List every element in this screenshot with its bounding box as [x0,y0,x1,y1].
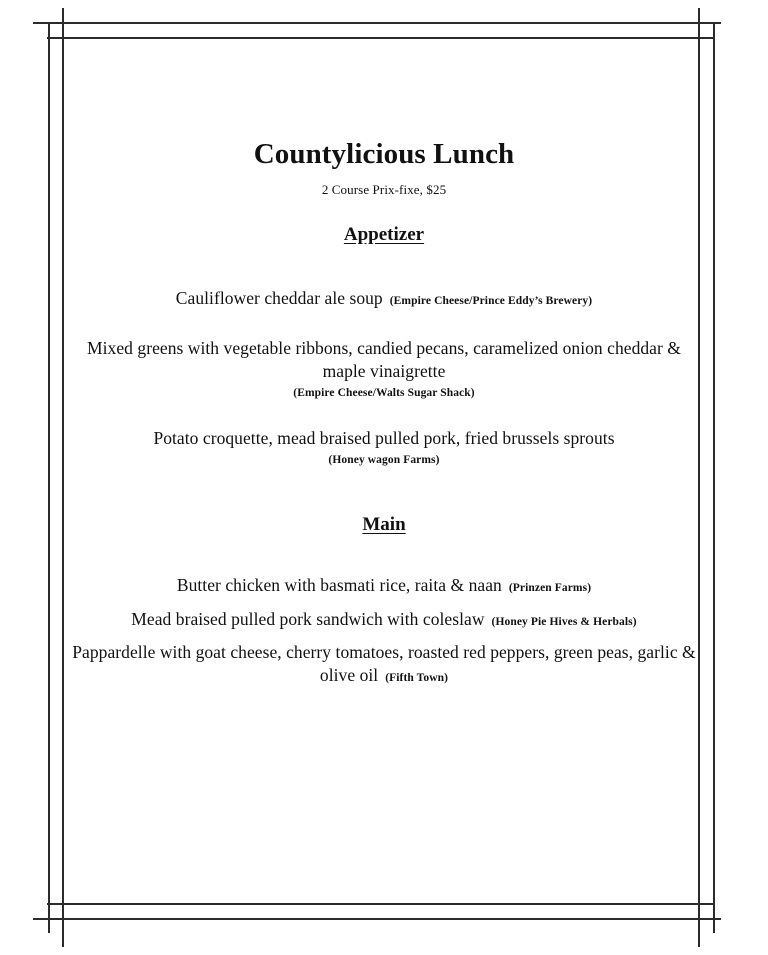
menu-section-appetizer [72,198,696,468]
menu-document [72,0,696,686]
section-heading-main: Main [362,514,406,536]
border-line-inner-left [48,22,50,933]
dish-credit: (Honey wagon Farms) [328,453,440,466]
dish-list-main [72,536,696,686]
menu-section-main [72,468,696,686]
menu-item [72,536,696,597]
border-line-inner-right [713,22,715,933]
dish-credit: (Fifth Town) [385,671,449,684]
dish-name: Potato croquette, mead braised pulled pork, fried brussels sprouts [153,428,615,449]
menu-title: Countylicious Lunch [253,138,515,170]
border-line-outer-left [62,8,64,947]
menu-item [72,401,696,468]
dish-name: Mead braised pulled pork sandwich with coleslaw [131,609,485,630]
menu-item [72,597,696,631]
dish-list-appetizer [72,246,696,468]
menu-item [72,246,696,310]
dish-name: Mixed greens with vegetable ribbons, candied pecans, caramelized onion cheddar & maple vinaigrette [87,338,681,381]
border-line-inner-bottom [47,903,715,905]
dish-credit: (Prinzen Farms) [508,582,592,595]
menu-item [72,310,696,401]
dish-credit: (Empire Cheese/Prince Eddy’s Brewery) [389,295,593,308]
dish-credit: (Empire Cheese/Walts Sugar Shack) [293,386,475,399]
dish-name: Butter chicken with basmati rice, raita & naan [176,575,502,596]
border-line-outer-right [698,8,700,947]
menu-subtitle: 2 Course Prix-fixe, $25 [321,182,447,198]
section-heading-appetizer: Appetizer [343,224,425,246]
dish-credit: (Honey Pie Hives & Herbals) [491,616,637,629]
dish-name: Cauliflower cheddar ale soup [175,288,383,309]
border-line-outer-bottom [33,918,721,920]
dish-name: Pappardelle with goat cheese, cherry tomatoes, roasted red peppers, green peas, garlic & olive oil [72,641,696,685]
menu-item [72,631,696,687]
